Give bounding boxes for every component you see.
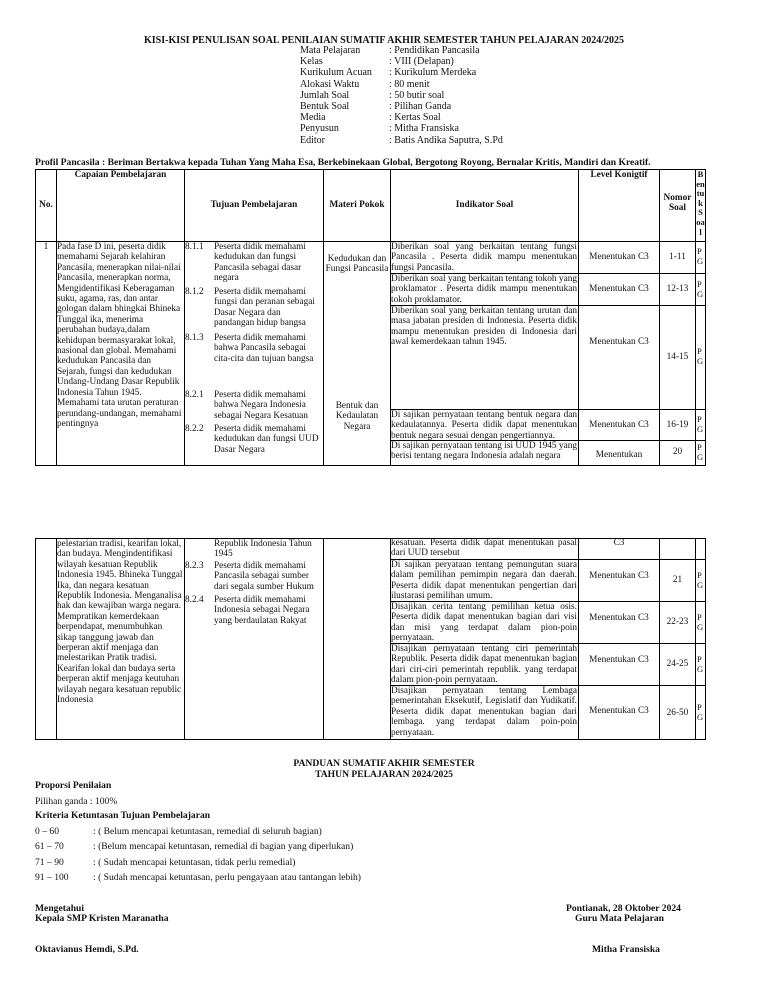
indikator-text: Disajikan cerita tentang pemilihan ketua osis. Peserta didik dapat menentukan bagian dari visi dan misi yang terdapat dalam pion-poin pernyataan. xyxy=(391,602,577,643)
materi-text: Bentuk dan Kedaulatan Negara xyxy=(335,401,379,432)
signature-left-name: Oktavianus Hemdi, S.Pd. xyxy=(35,944,139,955)
bentuk-soal: P G xyxy=(697,415,704,434)
tujuan-text: Peserta didik memahami kedudukan dan fungsi Pancasila sebagai dasar negara xyxy=(214,242,306,284)
indikator-text: Disajikan pernyataan tentang ciri pemerintah Republik. Peserta didik dapat menentukan bagian dari ciri-ciri pemerintah republik. yang terdapat dalam pion-poin pernyataan. xyxy=(391,644,577,685)
table-border xyxy=(705,538,706,740)
bentuk-soal: P G xyxy=(697,347,704,366)
meta-info xyxy=(300,45,503,146)
kriteria-label: Kriteria Ketuntasan Tujuan Pembelajaran xyxy=(35,810,211,821)
meta-row xyxy=(300,101,503,112)
meta-value: : Pendidikan Pancasila xyxy=(389,45,480,56)
table-border xyxy=(35,465,706,466)
meta-row xyxy=(300,90,503,101)
meta-row xyxy=(300,56,503,67)
indikator-text: Disajikan pernyataan tentang Lembaga pemerintahan Eksekutif, Legislatif dan Yudikatif. Peserta didik dapat menentukan bagian dari lembaga. yang terdapat dalam poin-poin pernyataan. xyxy=(391,686,577,738)
table-border xyxy=(184,169,185,466)
meta-value: : VIII (Delapan) xyxy=(389,56,454,68)
nomor-soal: 24-25 xyxy=(666,659,689,669)
indikator-text: Di sajikan pernyataan tentang isi UUD 1945 yang berisi tentang negara Indonesia adalah negara xyxy=(391,441,577,462)
panduan-title: PANDUAN SUMATIF AKHIR SEMESTER xyxy=(293,758,475,769)
bentuk-soal: P G xyxy=(697,703,704,722)
level-text: Menentukan C3 xyxy=(589,613,649,623)
bentuk-soal: P G xyxy=(697,655,704,674)
header-level: Level Konigtif xyxy=(590,170,648,180)
kriteria-range: 0 – 60 xyxy=(35,826,59,837)
nomor-soal: 16-19 xyxy=(666,420,689,430)
meta-row xyxy=(300,67,503,78)
kriteria-range: 91 – 100 xyxy=(35,872,69,883)
signature-left-role: Kepala SMP Kristen Maranatha xyxy=(35,913,169,924)
meta-key: Kelas xyxy=(300,56,323,68)
meta-row xyxy=(300,135,503,146)
meta-value: : Batis Andika Saputra, S.Pd xyxy=(389,134,503,146)
nomor-soal: 26-50 xyxy=(666,708,689,718)
indikator-text: Di sajikan pernyataan tentang bentuk negara dan kedaulatannya. Peserta didik dapat menentukan bentuk negara sesuai dengan pengertiannya. xyxy=(391,410,577,440)
tujuan-text: Peserta didik memahami Pancasila sebagai sumber dari segala sumber Hukum xyxy=(214,561,314,592)
indikator-text: Diberikan soal yang berkaitan tentang tokoh yang proklamator . Peserta didik mampu menentukan tokoh proklamator. xyxy=(391,274,577,305)
row-number: 1 xyxy=(43,242,49,252)
capaian-text: pelestarian tradisi, kearifan lokal, dan budaya. Mengindentifikasi wilayah kesatuan Republik Indonesia 1945. Bhineka Tunggal Ika, dan negara kesatuan Republik Indonesia. Menganalisa hak dan kewajiban warga negara. Mempratikan kemerdekaan berpendapat, menumbuhkan sikap tanggung jawab dan berperan aktif menjaga dan melestarikan Pratik tradisi. Kearifan lokal dan budaya serta berperan aktif menjaga keutuhan wilayah negara kesatuan republic Indonesia xyxy=(57,539,183,706)
nomor-soal: 14-15 xyxy=(666,352,689,362)
header-indikator: Indikator Soal xyxy=(455,200,514,210)
level-text: Menentukan C3 xyxy=(589,284,649,294)
kriteria-range: 71 – 90 xyxy=(35,857,64,868)
meta-value: : 50 butir soal xyxy=(389,89,445,101)
proporsi-label: Proporsi Penilaian xyxy=(35,780,112,791)
signature-right-role: Guru Mata Pelajaran xyxy=(575,913,664,924)
meta-row xyxy=(300,112,503,123)
meta-key: Bentuk Soal xyxy=(300,101,350,113)
meta-key: Alokasi Waktu xyxy=(300,78,360,90)
table-border xyxy=(35,739,706,740)
meta-value: : Pilihan Ganda xyxy=(389,101,452,113)
bentuk-soal: P G xyxy=(697,280,704,299)
meta-key: Mata Pelajaran xyxy=(300,45,361,56)
meta-key: Media xyxy=(300,112,326,124)
indikator-text: kesatuan. Peserta didik dapat menentukan pasal dari UUD tersebut xyxy=(391,538,577,559)
table-border xyxy=(35,169,36,466)
tujuan-code: 8.1.3 xyxy=(185,333,204,343)
tujuan-text: Republik Indonesia Tahun 1945 xyxy=(214,539,312,560)
header-no: No. xyxy=(39,200,53,210)
tujuan-text: Peserta didik memahami kedudukan dan fungsi UUD Dasar Negara xyxy=(214,424,319,455)
header-capaian: Capaian Pembelajaran xyxy=(74,170,167,180)
table-border xyxy=(323,538,324,740)
kriteria-desc: : (Belum mencapai ketuntasan, remedial di bagian yang diperlukan) xyxy=(93,841,354,852)
indikator-text: Diberikan soal yang berkaitan tentang urutan dan masa jabatan presiden di Indonesia. Peserta didik mampu menentukan presiden di Indonesia dari awal kemerdekaan tahun 1945. xyxy=(391,306,577,348)
meta-key: Jumlah Soal xyxy=(300,89,350,101)
tujuan-code: 8.2.3 xyxy=(185,561,204,571)
indikator-text: Di sajikan peryataan tentang pemungutan suara dalam pemilihan pemimpin negara dan daerah. Peserta didik dapat menentukan pengertian dari ilustarasi pemilihan umum. xyxy=(391,560,577,601)
profil-pancasila: Profil Pancasila : Beriman Bertakwa kepada Tuhan Yang Maha Esa, Berkebinekaan Global, Bergotong Royong, Bernalar Kritis, Mandiri dan Kreatif. xyxy=(35,157,651,168)
kriteria-desc: : ( Belum mencapai ketuntasan, remedial di seluruh bagian) xyxy=(93,826,322,837)
bentuk-soal: P G xyxy=(697,443,704,462)
signature-left-label: Mengetahui xyxy=(35,903,85,914)
tujuan-text: Peserta didik memahami Indonesia sebagai Negara yang berdaulatan Rakyat xyxy=(214,595,310,626)
bentuk-soal: P G xyxy=(697,247,704,266)
kriteria-range: 61 – 70 xyxy=(35,841,64,852)
tujuan-code: 8.2.2 xyxy=(185,424,204,434)
tujuan-code: 8.1.1 xyxy=(185,242,204,252)
header-materi: Materi Pokok xyxy=(329,200,385,210)
meta-key: Penyusun xyxy=(300,123,339,135)
meta-key: Kurikulum Acuan xyxy=(300,67,372,79)
header-bentuk: B en tu k S oa l xyxy=(696,170,705,237)
meta-row xyxy=(300,123,503,134)
meta-row xyxy=(300,79,503,90)
nomor-soal: 22-23 xyxy=(666,617,689,627)
document-title: KISI-KISI PENULISAN SOAL PENILAIAN SUMATIF AKHIR SEMESTER TAHUN PELAJARAN 2024/2025 xyxy=(144,35,624,46)
table-border xyxy=(35,538,36,740)
nomor-soal: 1-11 xyxy=(669,252,686,262)
kriteria-desc: : ( Sudah mencapai ketuntasan, tidak perlu remedial) xyxy=(93,857,296,868)
panduan-subtitle: TAHUN PELAJARAN 2024/2025 xyxy=(315,769,453,780)
level-text: Menentukan C3 xyxy=(589,655,649,665)
header-nomor: Nomor Soal xyxy=(663,193,692,214)
level-text: C3 xyxy=(613,538,625,548)
meta-row xyxy=(300,45,503,56)
nomor-soal: 12-13 xyxy=(666,284,689,294)
indikator-text: Diberikan soal yang berkaitan tentang fungsi Pancasila . Peserta didik mampu menentukan fungsi Pancasila. xyxy=(391,242,577,273)
level-text: Menentukan C3 xyxy=(589,571,649,581)
tujuan-code: 8.2.4 xyxy=(185,595,204,605)
level-text: Menentukan C3 xyxy=(589,420,649,430)
tujuan-code: 8.1.2 xyxy=(185,287,204,297)
meta-value: : Kurikulum Merdeka xyxy=(389,67,477,79)
level-text: Menentukan C3 xyxy=(589,252,649,262)
nomor-soal: 21 xyxy=(672,575,683,585)
kriteria-desc: : ( Sudah mencapai ketuntasan, perlu pengayaan atau tantangan lebih) xyxy=(93,872,361,883)
meta-value: : Mitha Fransiska xyxy=(389,123,459,135)
level-text: Menentukan xyxy=(595,450,643,460)
bentuk-soal: P G xyxy=(697,613,704,632)
header-tujuan: Tujuan Pembelajaran xyxy=(210,200,298,210)
level-text: Menentukan C3 xyxy=(589,337,649,347)
meta-value: : 80 menit xyxy=(389,78,430,90)
bentuk-soal: P G xyxy=(697,571,704,590)
signature-right-name: Mitha Fransiska xyxy=(592,944,660,955)
meta-key: Editor xyxy=(300,134,325,146)
tujuan-text: Peserta didik memahami fungsi dan peranan sebagai Dasar Negara dan pandangan hidup bangsa xyxy=(214,287,315,329)
tujuan-text: Peserta didik memahami bahwa Negara Indonesia sebagai Negara Kesatuan xyxy=(214,390,308,421)
level-text: Menentukan C3 xyxy=(589,706,649,716)
meta-value: : Kertas Soal xyxy=(389,112,441,124)
proporsi-value: Pilihan ganda : 100% xyxy=(35,796,118,807)
nomor-soal: 20 xyxy=(672,447,683,457)
signature-right-date: Pontianak, 28 Oktober 2024 xyxy=(566,903,681,914)
table-border xyxy=(695,538,696,740)
materi-text: Kedudukan dan Fungsi Pancasila xyxy=(325,254,389,275)
tujuan-code: 8.2.1 xyxy=(185,390,204,400)
tujuan-text: Peserta didik memahami bahwa Pancasila sebagai cita-cita dan tujuan bangsa xyxy=(214,333,314,364)
capaian-text: Pada fase D ini, peserta didik memahami Sejarah kelahiran Pancasila, menerapkan nilai-nilai Pancasila, menerapkan norma, Mengidentifikasi Keberagaman suku, agama, ras, dan antar gologan dalam bhingkai Bhineka Tunggal ika, menerima perubahan budaya,dalam kehidupan bermasyarakat lokal, nasional dan global. Memahami kedudukan Pancasila dan Sejarah, fungsi dan kedudukan Undang-Undang Dasar Republik Indonesia Tahun 1945. Memahami tata urutan peraturan perundang-undangan, memahami pentingnya xyxy=(57,242,182,429)
